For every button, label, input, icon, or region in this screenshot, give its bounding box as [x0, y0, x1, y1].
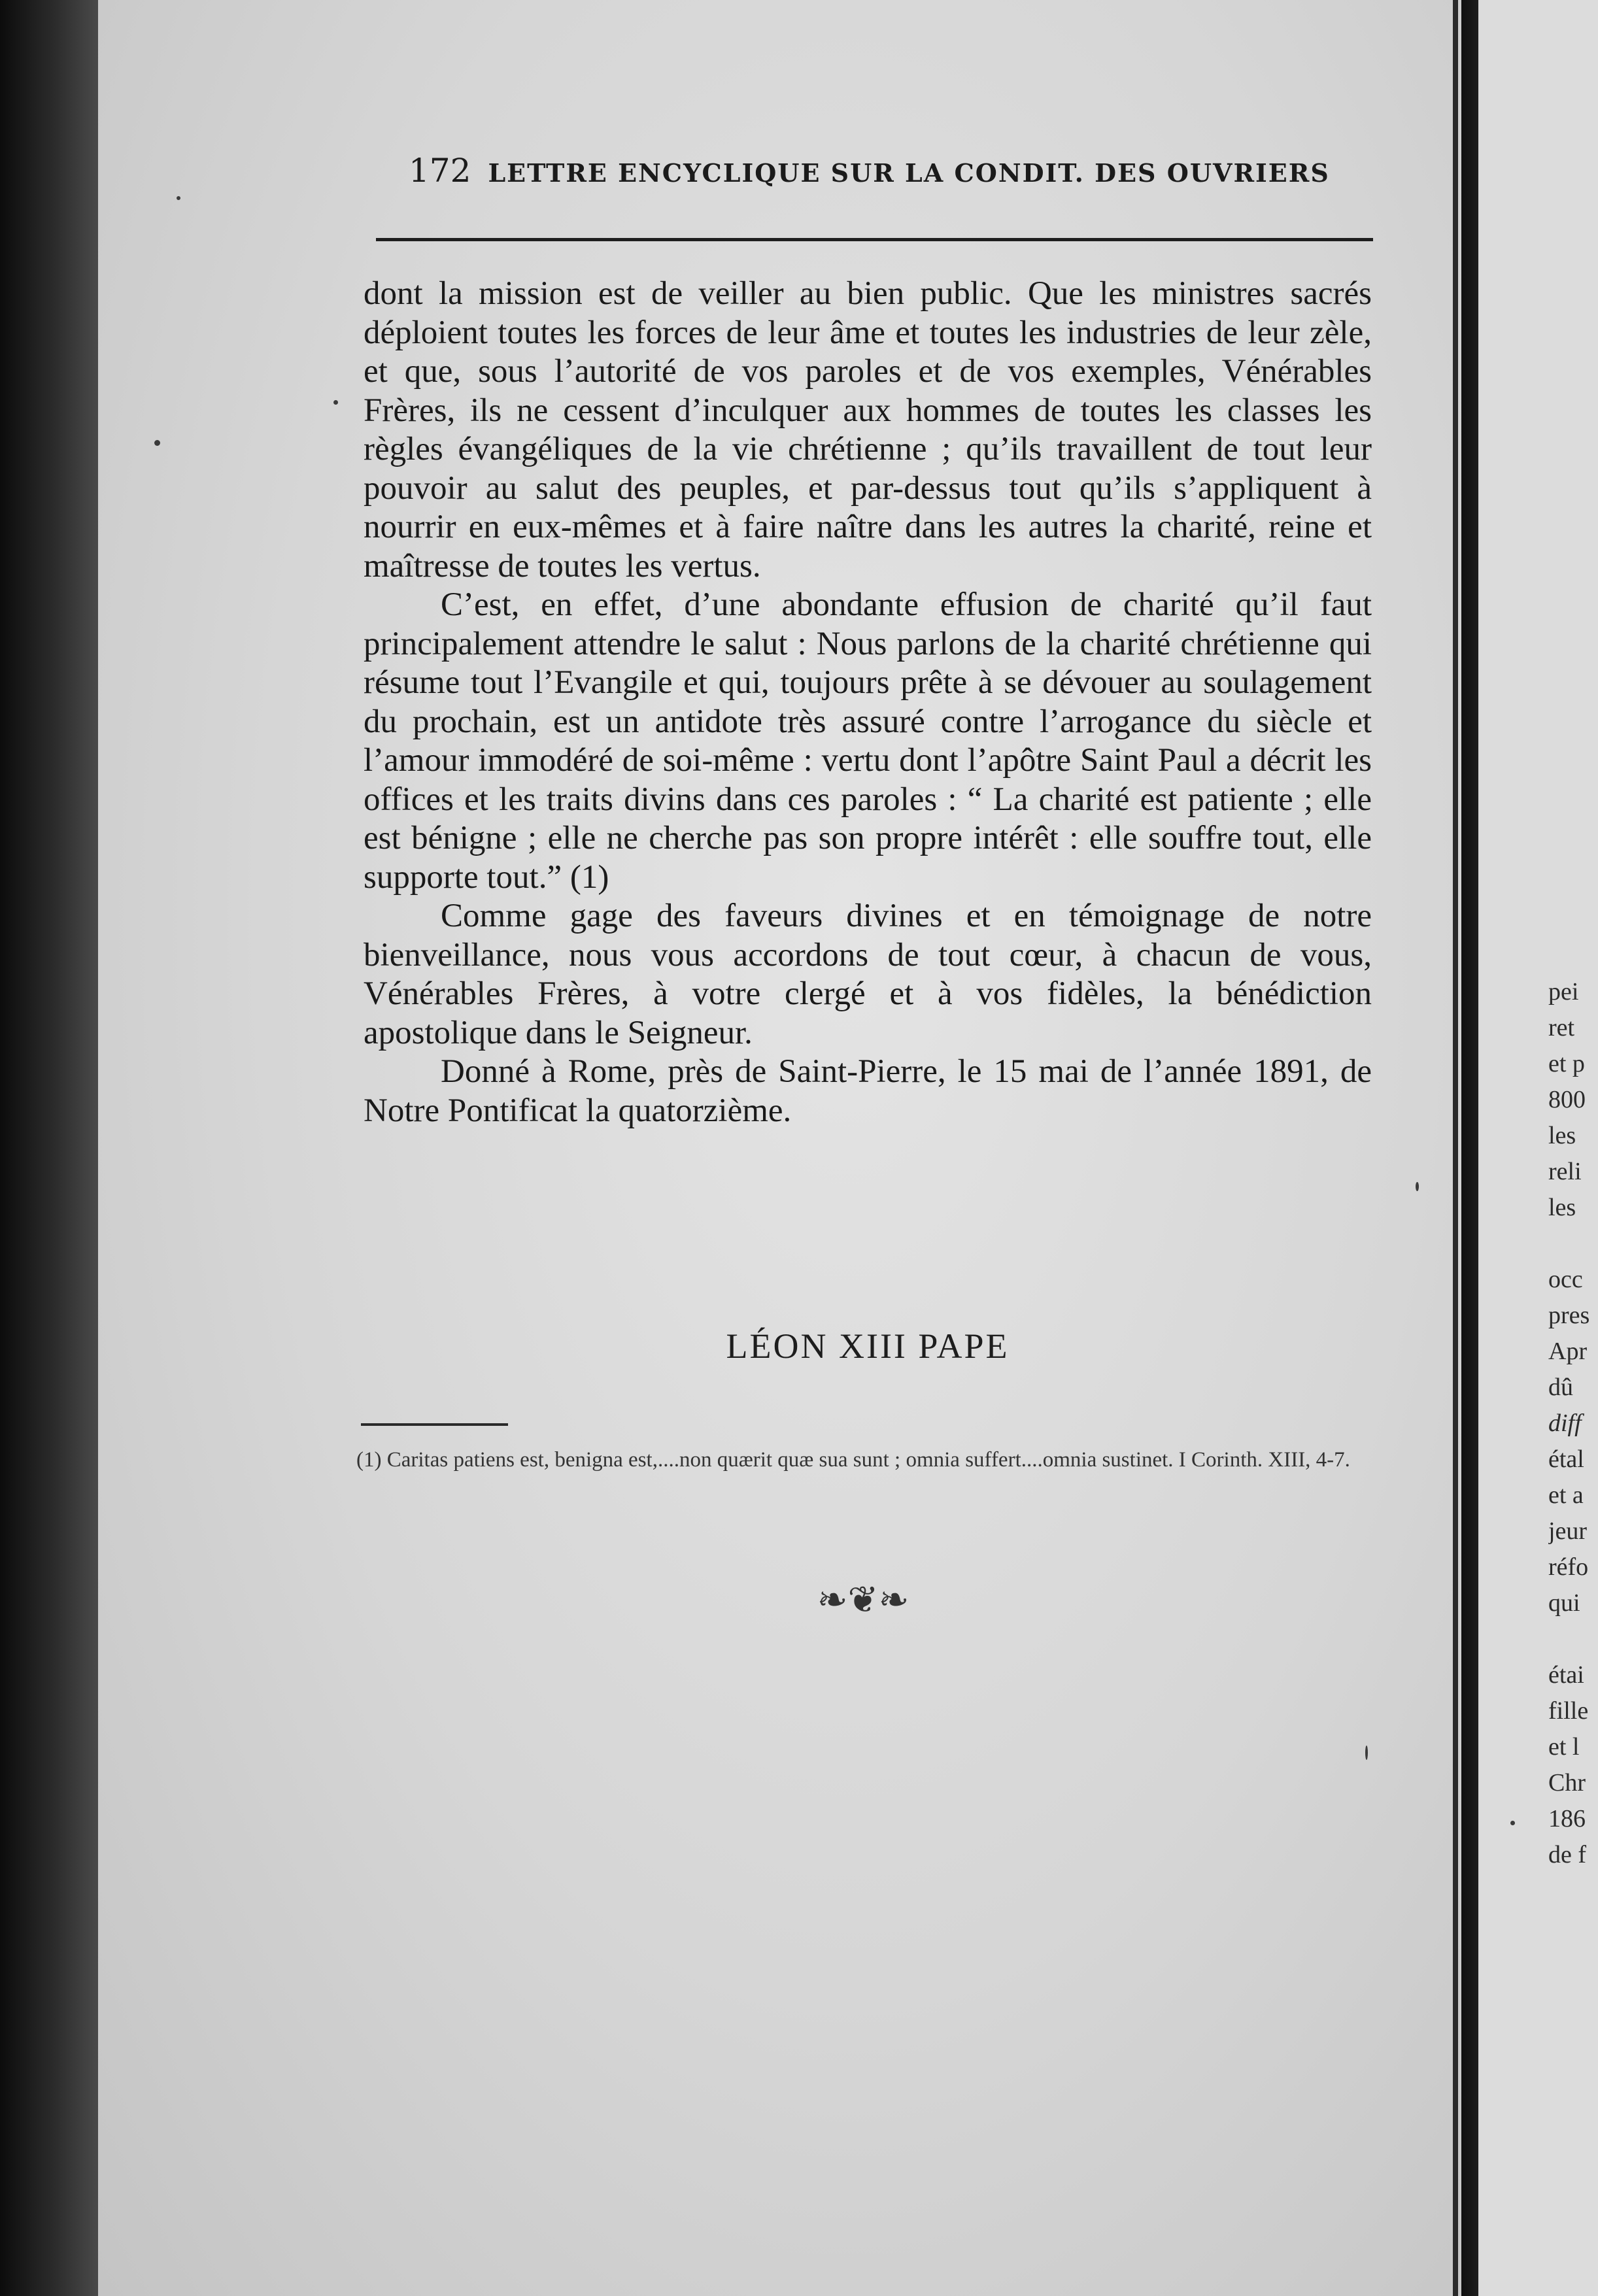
header-rule: [376, 238, 1373, 241]
facing-page-fragment: pres: [1548, 1302, 1590, 1329]
facing-page-fragment: 186: [1548, 1805, 1586, 1832]
facing-page-fragment: étai: [1548, 1661, 1584, 1689]
paragraph-3: Comme gage des faveurs divines et en témoignage de notre bienveillance, nous vous accordons de tout cœur, à chacun de vous, Vénérables Frères, à votre clergé et à vos fidèles, la bénédiction apostolique dans le Seigneur.: [364, 898, 1372, 1051]
facing-page-fragment: les: [1548, 1194, 1576, 1221]
scan-speck: [1510, 1821, 1515, 1825]
paragraph-2: C’est, en effet, d’une abondante effusion de charité qu’il faut principalement attendre le salut : Nous parlons de la charité chrétienne qui résume tout l’Evangile et qui, toujours prête à se dévouer au soulagement du prochain, est un antidote très assuré contre l’arrogance du siècle et l’amour immodéré de soi-même : vertu dont l’apôtre Saint Paul a décrit les offices et les traits divins dans ces paroles : “ La charité est patiente ; elle est bénigne ; elle ne cherche pas son propre intérêt : elle souffre tout, elle supporte tout.” (1): [364, 586, 1372, 896]
facing-page-fragment: qui: [1548, 1589, 1580, 1617]
facing-page-fragment: et p: [1548, 1050, 1585, 1077]
facing-page-fragment: Chr: [1548, 1769, 1586, 1797]
signature: LÉON XIII PAPE: [726, 1326, 1010, 1366]
film-border-left: [0, 0, 98, 2296]
facing-page-fragment: [1548, 1621, 1598, 1657]
scan-speck: [154, 440, 160, 446]
scan-speck: [1416, 1182, 1419, 1191]
facing-page-fragment: diff: [1548, 1410, 1582, 1437]
facing-page-fragment: fille: [1548, 1697, 1589, 1725]
book-gutter: [1461, 0, 1478, 2296]
page-edge-shadow: [1453, 0, 1458, 2296]
facing-page-text: [1548, 974, 1598, 1873]
facing-page-fragment: jeur: [1548, 1517, 1588, 1545]
facing-page-fragment: Apr: [1548, 1338, 1588, 1365]
paragraph-1: dont la mission est de veiller au bien public. Que les ministres sacrés déploient toutes les forces de leur âme et toutes les industries de leur zèle, et que, sous l’autorité de vos paroles et de vos exemples, Vénérables Frères, ils ne cessent d’inculquer aux hommes de toutes les classes les règles évangéliques de la vie chrétienne ; qu’ils travaillent de tout leur pouvoir au salut des peuples, et par-dessus tout qu’ils s’appliquent à nourrir en eux-mêmes et à faire naître dans les autres la charité, reine et maîtresse de toutes les vertus.: [364, 275, 1372, 584]
scan-speck: [1365, 1746, 1368, 1760]
running-title: LETTRE ENCYCLIQUE SUR LA CONDIT. DES OUVRIERS: [488, 158, 1330, 188]
facing-page-fragment: étal: [1548, 1445, 1584, 1473]
facing-page-fragment: reli: [1548, 1158, 1582, 1185]
footnote-rule: [361, 1423, 508, 1426]
facing-page-fragment: et a: [1548, 1481, 1584, 1509]
body-text: [364, 275, 1372, 1130]
page-number: 172: [409, 152, 471, 190]
scan-speck: [333, 400, 338, 405]
facing-page-fragment: occ: [1548, 1266, 1583, 1293]
facing-page-fragment: et l: [1548, 1733, 1580, 1761]
facing-page-fragment: ret: [1548, 1014, 1575, 1041]
footnote: (1) Caritas patiens est, benigna est,....non quærit quæ sua sunt ; omnia suffert....omnia sustinet. I Corinth. XIII, 4-7.: [356, 1448, 1350, 1472]
facing-page-fragment: [1548, 1226, 1598, 1262]
scan-speck: [177, 196, 180, 200]
facing-page-fragment: réfo: [1548, 1553, 1589, 1581]
facing-page-fragment: 800: [1548, 1086, 1586, 1113]
facing-page-fragment: de f: [1548, 1841, 1587, 1868]
running-head: [409, 152, 1376, 190]
facing-page-fragment: pei: [1548, 978, 1579, 1005]
facing-page-fragment: dû: [1548, 1374, 1573, 1401]
paragraph-4: Donné à Rome, près de Saint-Pierre, le 15 mai de l’année 1891, de Notre Pontificat la quatorzième.: [364, 1053, 1372, 1129]
fleuron-ornament-icon: ❧❦❧: [817, 1579, 910, 1621]
facing-page-fragment: les: [1548, 1122, 1576, 1149]
